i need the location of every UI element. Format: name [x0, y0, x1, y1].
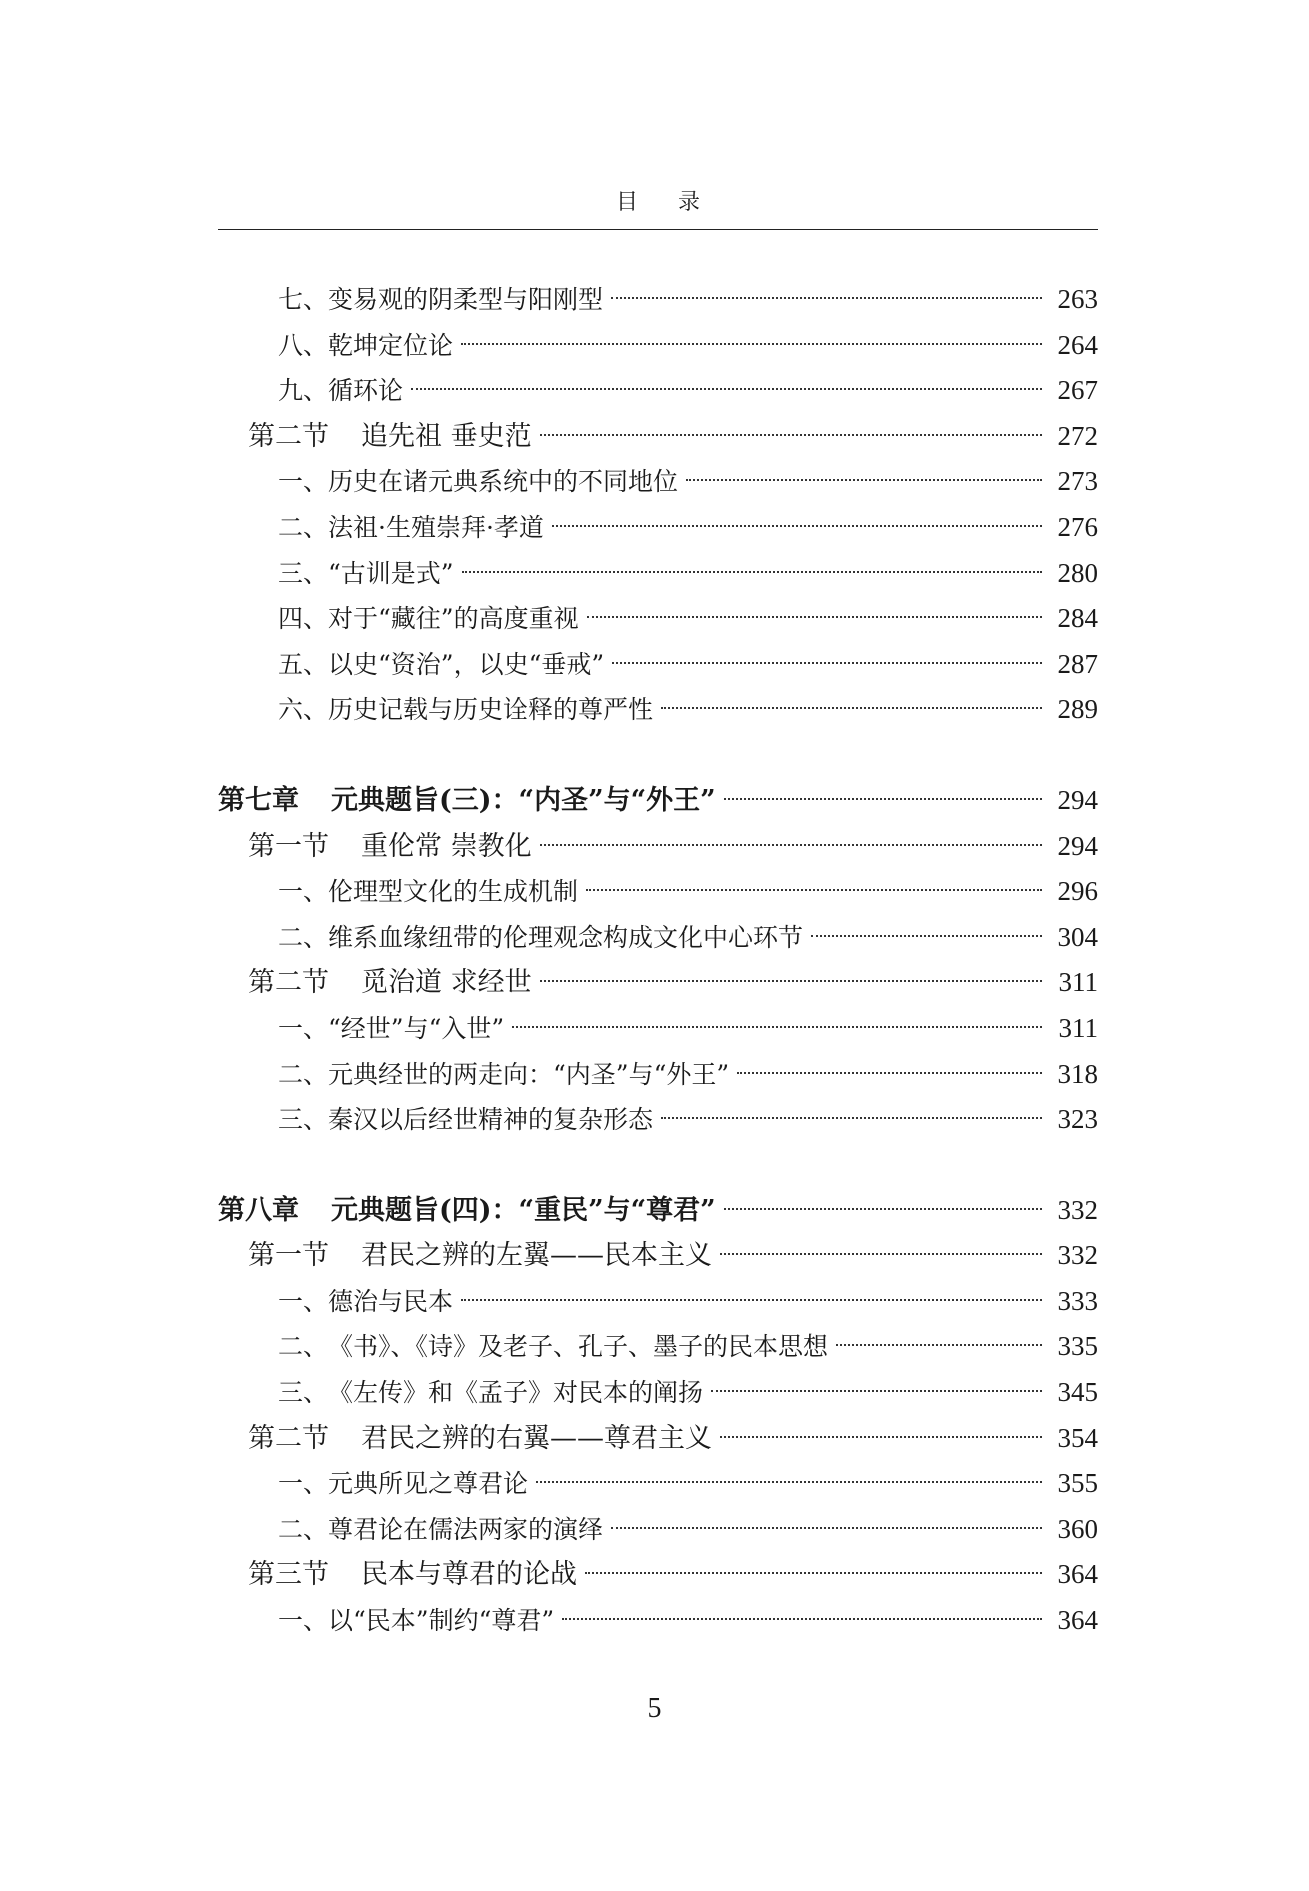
dot-leader: [661, 1117, 1042, 1119]
toc-item-row[interactable]: [218, 687, 1098, 733]
toc-item-row[interactable]: [218, 1279, 1098, 1325]
dot-leader: [586, 889, 1042, 891]
dot-leader: [512, 1026, 1042, 1028]
toc-entry-title: 变易观的阴柔型与阳刚型: [328, 285, 604, 314]
toc-page-number: 333: [1057, 1285, 1098, 1316]
toc-entry-title: 以“民本”制约“尊君”: [328, 1606, 555, 1636]
toc-entry-title: 维系血缘纽带的伦理观念构成文化中心环节: [328, 922, 804, 952]
toc-entry-title: 民本与尊君的论战: [361, 1559, 577, 1591]
toc-entry-title: 《书》、《诗》及老子、孔子、墨子的民本思想: [328, 1332, 829, 1362]
toc-entry-number: 第二节: [248, 967, 329, 999]
toc-item-row[interactable]: [218, 277, 1098, 323]
toc-entry-number: 三、: [278, 1105, 329, 1135]
toc-entry-title: 元典题旨(四)：“重民”与“尊君”: [331, 1194, 716, 1226]
toc-page-number: 345: [1057, 1377, 1098, 1408]
toc-item-row[interactable]: [218, 1324, 1098, 1370]
toc-entry-title: 重伦常 崇教化: [361, 830, 532, 862]
toc-page-number: 311: [1058, 1012, 1098, 1043]
toc-page-number: 296: [1057, 876, 1098, 907]
toc-section-row[interactable]: [218, 1552, 1098, 1598]
toc-page-number: 264: [1057, 329, 1098, 360]
toc-section-row[interactable]: [218, 824, 1098, 870]
dot-leader: [661, 707, 1042, 709]
toc-entry-title: 秦汉以后经世精神的复杂形态: [328, 1105, 654, 1135]
toc-entry-number: 一、: [278, 1013, 329, 1043]
toc-page-number: 318: [1057, 1058, 1098, 1089]
toc-entry-number: 二、: [278, 512, 329, 542]
toc-entry-number: 七、: [278, 285, 329, 314]
toc-entry-number: 九、: [278, 376, 329, 406]
dot-leader: [720, 1436, 1042, 1438]
dot-leader: [562, 1618, 1042, 1620]
toc-item-row[interactable]: [218, 1507, 1098, 1553]
toc-entry-number: 二、: [278, 1332, 329, 1362]
dot-leader: [811, 935, 1042, 937]
toc-entry-title: 元典所见之尊君论: [328, 1469, 529, 1499]
toc-entry-number: 一、: [278, 467, 329, 497]
toc-entry-title: 元典题旨(三)：“内圣”与“外王”: [331, 784, 716, 816]
page-number: 5: [647, 1693, 662, 1724]
toc-entry-title: 以史“资治”，以史“垂戒”: [328, 649, 605, 679]
toc-page-number: 287: [1057, 648, 1098, 679]
toc-entry-title: 伦理型文化的生成机制: [328, 877, 579, 907]
dot-leader: [587, 616, 1042, 618]
running-head: 目录: [615, 190, 740, 215]
toc-entry-number: 一、: [278, 877, 329, 907]
dot-leader: [720, 1253, 1042, 1255]
dot-leader: [612, 662, 1042, 664]
dot-leader: [724, 798, 1042, 800]
toc-item-row[interactable]: [218, 505, 1098, 551]
toc-entry-number: 一、: [278, 1469, 329, 1499]
toc-entry-title: 历史记载与历史诠释的尊严性: [328, 695, 654, 725]
dot-leader: [686, 479, 1042, 481]
toc-entry-number: 二、: [278, 1059, 329, 1089]
toc-item-row[interactable]: [218, 869, 1098, 915]
toc-entry-number: 八、: [278, 330, 329, 360]
toc-entry-title: 追先祖 垂史范: [361, 420, 532, 452]
toc-item-row[interactable]: [218, 1052, 1098, 1098]
toc-item-row[interactable]: [218, 551, 1098, 597]
toc-entry-number: 二、: [278, 922, 329, 952]
dot-leader: [552, 525, 1042, 527]
dot-leader: [585, 1572, 1042, 1574]
toc-entry-number: 第二节: [248, 1422, 329, 1454]
toc-entry-title: “经世”与“入世”: [328, 1013, 505, 1043]
toc-entry-number: 二、: [278, 1514, 329, 1544]
toc-page-number: 323: [1057, 1104, 1098, 1135]
toc-entry-number: 第三节: [248, 1559, 329, 1591]
toc-entry-title: 《左传》和《孟子》对民本的阐扬: [328, 1378, 704, 1408]
toc-entry-number: 一、: [278, 1286, 329, 1316]
dot-leader: [540, 980, 1042, 982]
toc-section-row[interactable]: [218, 414, 1098, 460]
toc-page-number: 294: [1057, 830, 1098, 861]
toc-entry-number: 第七章: [218, 784, 299, 816]
toc-page-number: 289: [1057, 694, 1098, 725]
toc-entry-title: 觅治道 求经世: [361, 967, 532, 999]
toc-page-number: 364: [1057, 1559, 1098, 1590]
toc-item-row[interactable]: [218, 1370, 1098, 1416]
toc-entry-number: 三、: [278, 1378, 329, 1408]
dot-leader: [461, 1299, 1042, 1301]
dot-leader: [711, 1390, 1042, 1392]
toc-entry-title: “古训是式”: [328, 558, 454, 588]
toc-page-number: 304: [1057, 921, 1098, 952]
dot-leader: [611, 1527, 1042, 1529]
toc-entry-title: 历史在诸元典系统中的不同地位: [328, 467, 679, 497]
dot-leader: [737, 1072, 1042, 1074]
toc-page-number: 354: [1057, 1422, 1098, 1453]
toc-page-number: 263: [1057, 284, 1098, 314]
dot-leader: [411, 388, 1042, 390]
dot-leader: [462, 571, 1042, 573]
toc-item-row[interactable]: [218, 1097, 1098, 1143]
toc-entry-title: 法祖·生殖崇拜·孝道: [328, 512, 544, 542]
toc-page-number: 272: [1057, 420, 1098, 451]
table-of-contents: [218, 277, 1098, 1644]
toc-page-number: 355: [1057, 1468, 1098, 1499]
dot-leader: [536, 1481, 1042, 1483]
toc-item-row[interactable]: [218, 642, 1098, 688]
toc-entry-number: 五、: [278, 649, 329, 679]
toc-entry-number: 三、: [278, 558, 329, 588]
dot-leader: [461, 343, 1042, 345]
toc-entry-title: 乾坤定位论: [328, 330, 454, 360]
toc-page-number: 364: [1057, 1605, 1098, 1636]
toc-page-number: 280: [1057, 557, 1098, 588]
dot-leader: [540, 434, 1042, 436]
toc-entry-number: 第一节: [248, 1240, 329, 1272]
toc-entry-number: 一、: [278, 1606, 329, 1636]
toc-entry-number: 六、: [278, 695, 329, 725]
toc-page-number: 332: [1057, 1194, 1098, 1225]
toc-entry-number: 四、: [278, 604, 329, 634]
toc-page-number: 311: [1058, 967, 1098, 998]
toc-page-number: 273: [1057, 466, 1098, 497]
toc-section-row[interactable]: [218, 1233, 1098, 1279]
toc-chapter-row[interactable]: [218, 1188, 1098, 1234]
toc-entry-title: 君民之辨的右翼——尊君主义: [361, 1422, 712, 1454]
toc-item-row[interactable]: [218, 1006, 1098, 1052]
toc-item-row[interactable]: [218, 1598, 1098, 1644]
toc-page-number: 284: [1057, 603, 1098, 634]
toc-page-number: 332: [1057, 1240, 1098, 1271]
toc-page-number: 294: [1057, 784, 1098, 815]
dot-leader: [540, 844, 1042, 846]
toc-entry-title: 对于“藏往”的高度重视: [328, 604, 579, 634]
toc-page-number: 267: [1057, 375, 1098, 406]
toc-chapter-row[interactable]: [218, 778, 1098, 824]
header-rule: [218, 229, 1098, 230]
toc-item-row[interactable]: [218, 596, 1098, 642]
toc-item-row[interactable]: [218, 915, 1098, 961]
toc-item-row[interactable]: [218, 323, 1098, 369]
dot-leader: [836, 1344, 1042, 1346]
toc-entry-title: 元典经世的两走向：“内圣”与“外王”: [328, 1059, 730, 1089]
toc-page-number: 335: [1057, 1331, 1098, 1362]
toc-page-number: 360: [1057, 1513, 1098, 1544]
toc-item-row[interactable]: [218, 1461, 1098, 1507]
dot-leader: [611, 297, 1042, 299]
toc-entry-title: 德治与民本: [328, 1286, 454, 1316]
toc-section-row[interactable]: [218, 1416, 1098, 1462]
toc-entry-number: 第一节: [248, 830, 329, 862]
dot-leader: [724, 1208, 1042, 1210]
toc-item-row[interactable]: [218, 459, 1098, 505]
toc-entry-title: 循环论: [328, 376, 404, 406]
toc-entry-number: 第八章: [218, 1194, 299, 1226]
toc-entry-title: 尊君论在儒法两家的演绎: [328, 1514, 604, 1544]
toc-entry-title: 君民之辨的左翼——民本主义: [361, 1240, 712, 1272]
toc-entry-number: 第二节: [248, 420, 329, 452]
toc-item-row[interactable]: [218, 368, 1098, 414]
toc-page-number: 276: [1057, 511, 1098, 542]
toc-section-row[interactable]: [218, 960, 1098, 1006]
